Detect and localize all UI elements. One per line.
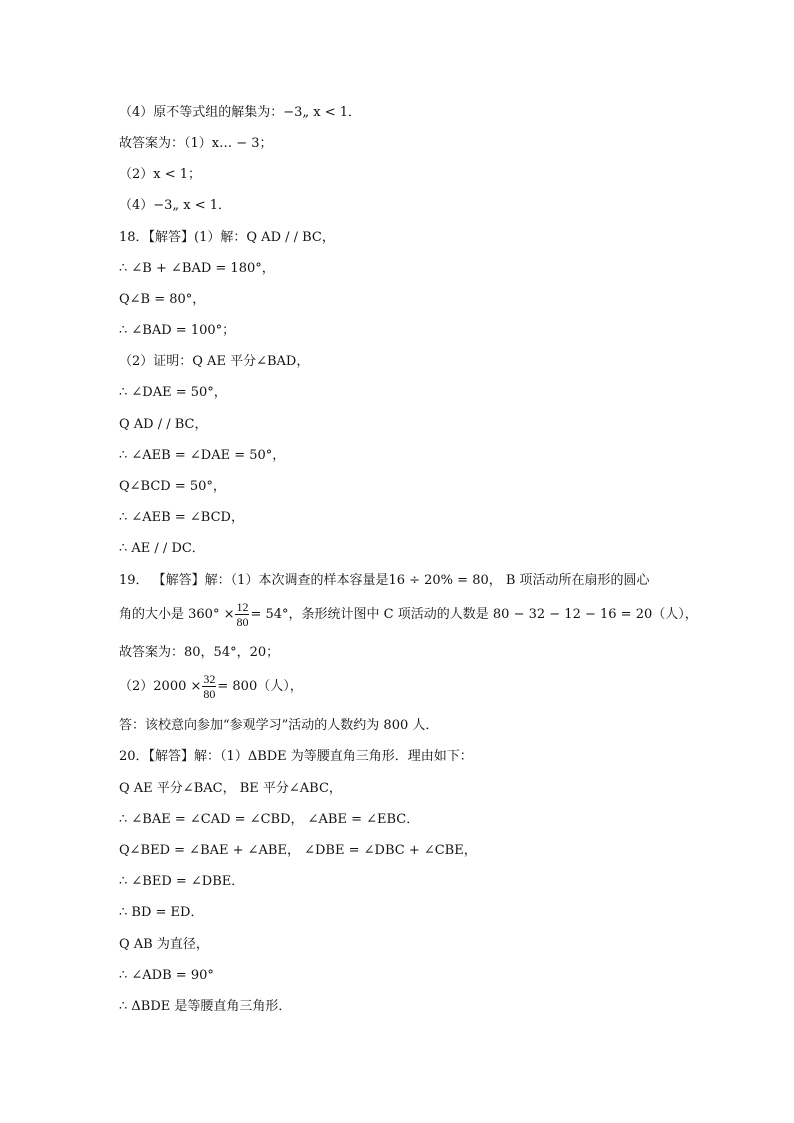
text-segment: 角的大小是 360° × xyxy=(119,607,235,622)
text-line: ∴ ∠BED = ∠DBE． xyxy=(119,874,245,889)
text-line: Q∠BED = ∠BAE + ∠ABE， ∠DBE = ∠DBC + ∠CBE， xyxy=(119,843,477,858)
text-line: ∴ ∠ADB = 90° xyxy=(119,968,214,983)
text-line: （4）原不等式组的解集为：−3„ x < 1． xyxy=(119,105,362,120)
text-line: 故答案为：（1）x… − 3； xyxy=(119,136,273,151)
fraction-denominator: 80 xyxy=(203,687,216,701)
text-line: 答：该校意向参加“参观学习”活动的人数约为 800 人． xyxy=(119,718,439,733)
text-line: ∴ BD = ED． xyxy=(119,905,204,920)
fraction xyxy=(235,600,249,629)
text-line: 18．【解答】(1）解：Q AD / / BC， xyxy=(119,230,335,245)
fraction-line xyxy=(119,670,759,704)
text-line: 19． 【解答】解：（1）本次调查的样本容量是16 ÷ 20% = 80， B 项活动所在扇形的圆心 xyxy=(119,573,650,588)
text-line: ∴ ∠BAE = ∠CAD = ∠CBD， ∠ABE = ∠EBC． xyxy=(119,812,420,827)
text-line: （2）证明：Q AE 平分∠BAD， xyxy=(119,354,310,369)
text-segment: = 54°，条形统计图中 C 项活动的人数是 80 − 32 − 12 − 16 = 20（人）， xyxy=(250,607,698,622)
fraction-denominator: 80 xyxy=(236,615,249,629)
text-line: ∴ ∠AEB = ∠BCD， xyxy=(119,510,244,525)
text-line: ∴ ∠DAE = 50°， xyxy=(119,385,227,400)
text-line: Q∠B = 80°， xyxy=(119,292,206,307)
text-line: （2）x < 1； xyxy=(119,167,202,182)
text-line: Q AD / / BC， xyxy=(119,417,208,432)
fraction-numerator: 32 xyxy=(203,672,216,686)
text-line: ∴ ∠B + ∠BAD = 180°， xyxy=(119,261,275,276)
text-segment: = 800（人）， xyxy=(217,679,303,694)
text-line: （4）−3„ x < 1． xyxy=(119,198,232,213)
text-line: ∴ AE / / DC． xyxy=(119,541,205,556)
text-line: ∴ ∠BAD = 100°； xyxy=(119,323,236,338)
fraction-line xyxy=(119,598,759,632)
text-line: Q∠BCD = 50°， xyxy=(119,479,226,494)
text-line: Q AB 为直径， xyxy=(119,937,209,952)
text-line: 故答案为：80，54°，20； xyxy=(119,645,280,660)
text-line: ∴ ΔBDE 是等腰直角三角形． xyxy=(119,999,292,1014)
text-line: Q AE 平分∠BAC， BE 平分∠ABC， xyxy=(119,781,342,796)
fraction-numerator: 12 xyxy=(236,600,249,614)
text-segment: （2）2000 × xyxy=(119,679,202,694)
fraction xyxy=(202,672,216,701)
text-line: ∴ ∠AEB = ∠DAE = 50°， xyxy=(119,448,286,463)
text-line: 20．【解答】解：（1）ΔBDE 为等腰直角三角形．理由如下： xyxy=(119,749,473,764)
